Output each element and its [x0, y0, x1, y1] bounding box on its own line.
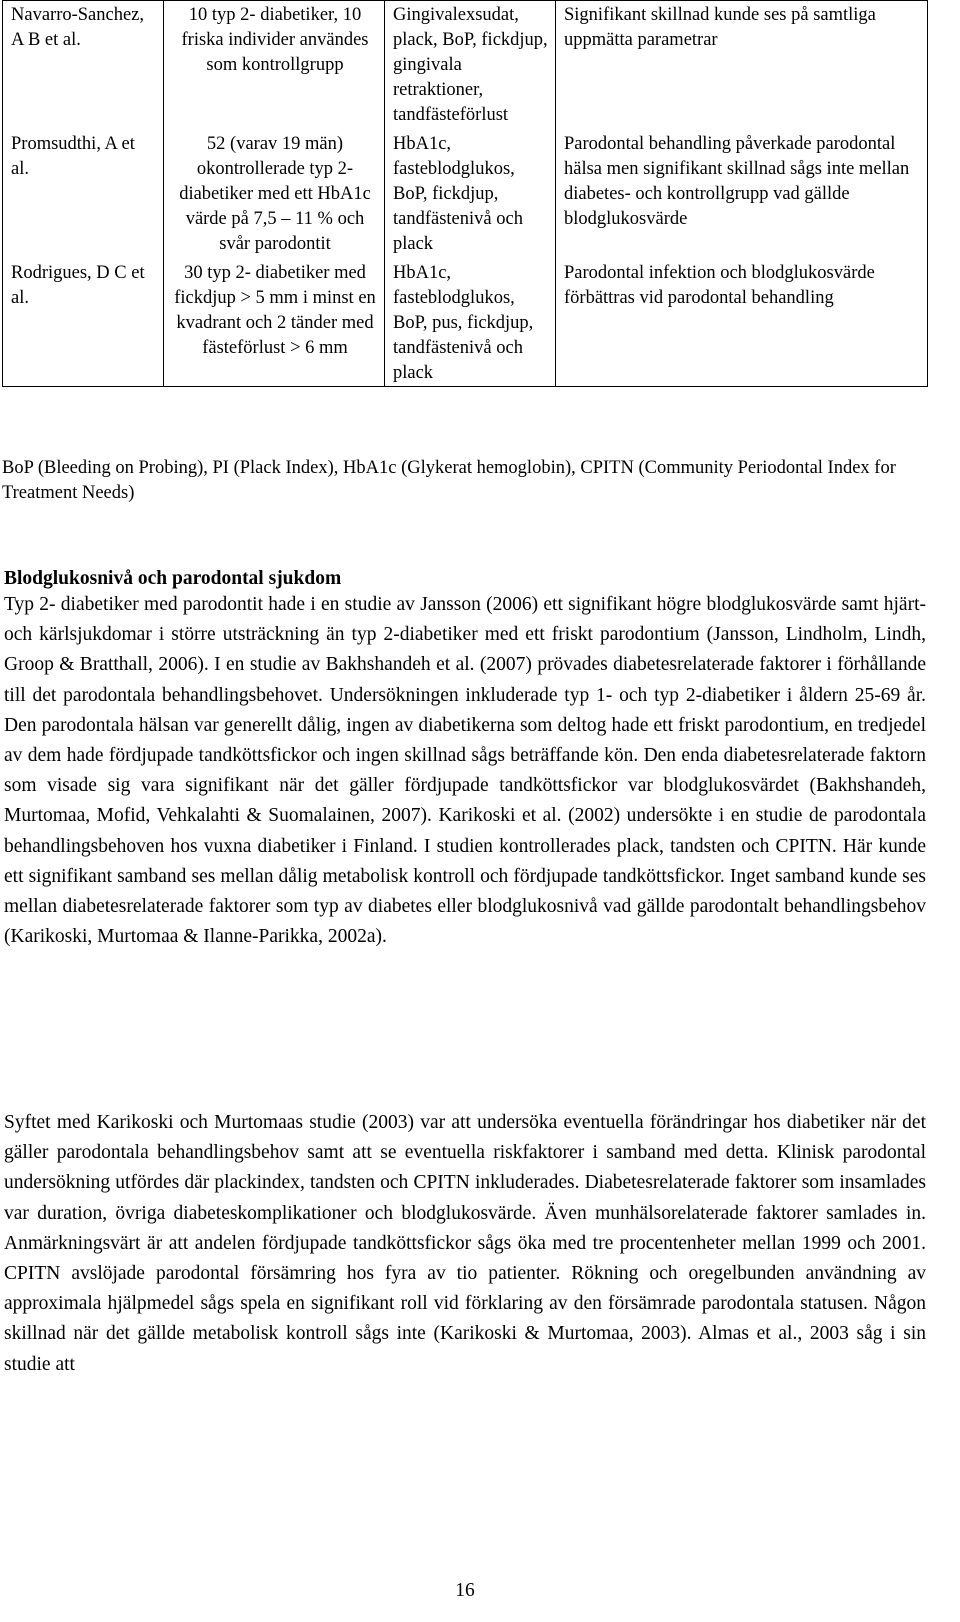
study-summary-table: [2, 0, 928, 387]
measures-cell: HbA1c, fasteblodglukos, BoP, pus, fickdjup, tandfästenivå och plack: [385, 257, 556, 387]
results-cell: Signifikant skillnad kunde ses på samtliga uppmätta parametrar: [556, 1, 928, 129]
author-cell: Rodrigues, D C et al.: [3, 257, 164, 387]
measures-cell: HbA1c, fasteblodglukos, BoP, fickdjup, tandfästenivå och plack: [385, 128, 556, 257]
table-row: [3, 257, 928, 387]
section-heading: Blodglukosnivå och parodontal sjukdom: [4, 568, 342, 589]
sample-cell: 30 typ 2- diabetiker med fickdjup > 5 mm i minst en kvadrant och 2 tänder med fästeförlust > 6 mm: [164, 257, 385, 387]
table-abbreviations-note: BoP (Bleeding on Probing), PI (Plack Index), HbA1c (Glykerat hemoglobin), CPITN (Community Periodontal Index for Treatment Needs): [2, 458, 896, 503]
author-cell: Promsudthi, A et al.: [3, 128, 164, 257]
author-cell: Navarro-Sanchez, A B et al.: [3, 1, 164, 129]
results-cell: Parodontal behandling påverkade parodontal hälsa men signifikant skillnad sågs inte mellan diabetes- och kontrollgrupp vad gällde blodglukosvärde: [556, 128, 928, 257]
table-row: [3, 128, 928, 257]
sample-cell: 52 (varav 19 män) okontrollerade typ 2-diabetiker med ett HbA1c värde på 7,5 – 11 % och svår parodontit: [164, 128, 385, 257]
table-row: [3, 1, 928, 129]
results-cell: Parodontal infektion och blodglukosvärde förbättras vid parodontal behandling: [556, 257, 928, 387]
measures-cell: Gingivalexsudat, plack, BoP, fickdjup, gingivala retraktioner, tandfästeförlust: [385, 1, 556, 129]
page-number: 16: [455, 1580, 475, 1601]
body-paragraph: Syftet med Karikoski och Murtomaas studie (2003) var att undersöka eventuella förändringar hos diabetiker när det gäller parodontala behandlingsbehov samt att se eventuella riskfaktorer i samband med detta. Klinisk parodontal undersökning utfördes där plackindex, tandsten och CPITN inkluderades. Diabetesrelaterade faktorer som insamlades var duration, övriga diabeteskomplikationer och blodglukosvärde. Även munhälsorelaterade faktorer samlades in. Anmärkningsvärt är att andelen fördjupade tandköttsfickor sågs öka med tre procentenheter mellan 1999 och 2001. CPITN avslöjade parodontal försämring hos fyra av tio patienter. Rökning och oregelbunden användning av approximala hjälpmedel sågs spela en signifikant roll vid förklaring av den försämrade parodontala statusen. Någon skillnad när det gällde metabolisk kontroll sågs inte (Karikoski & Murtomaa, 2003). Almas et al., 2003 såg i sin studie att: [4, 1112, 926, 1375]
sample-cell: 10 typ 2- diabetiker, 10 friska individer användes som kontrollgrupp: [164, 1, 385, 129]
body-paragraph: Typ 2- diabetiker med parodontit hade i en studie av Jansson (2006) ett signifikant högre blodglukosvärde samt hjärt- och kärlsjukdomar i större utsträckning än typ 2-diabetiker med ett friskt parodontium (Jansson, Lindholm, Lindh, Groop & Bratthall, 2006). I en studie av Bakhshandeh et al. (2007) prövades diabetesrelaterade faktorer i förhållande till det parodontala behandlingsbehovet. Undersökningen inkluderade typ 1- och typ 2-diabetiker i åldern 25-69 år. Den parodontala hälsan var generellt dålig, ingen av diabetikerna som deltog hade ett friskt parodontium, en tredjedel av dem hade fördjupade tandköttsfickor och ingen skillnad sågs beträffande kön. Den enda diabetesrelaterade faktorn som visade sig vara signifikant när det gäller fördjupade tandköttsfickor var blodglukosvärdet (Bakhshandeh, Murtomaa, Mofid, Vehkalahti & Suomalainen, 2007). Karikoski et al. (2002) undersökte i en studie de parodontala behandlingsbehoven hos vuxna diabetiker i Finland. I studien kontrollerades plack, tandsten och CPITN. Här kunde ett signifikant samband ses mellan dålig metabolisk kontroll och fördjupade tandköttsfickor. Inget samband kunde ses mellan diabetesrelaterade faktorer som typ av diabetes eller blodglukosnivå vad gällde parodontalt behandlingsbehov (Karikoski, Murtomaa & Ilanne-Parikka, 2002a).: [4, 594, 926, 948]
